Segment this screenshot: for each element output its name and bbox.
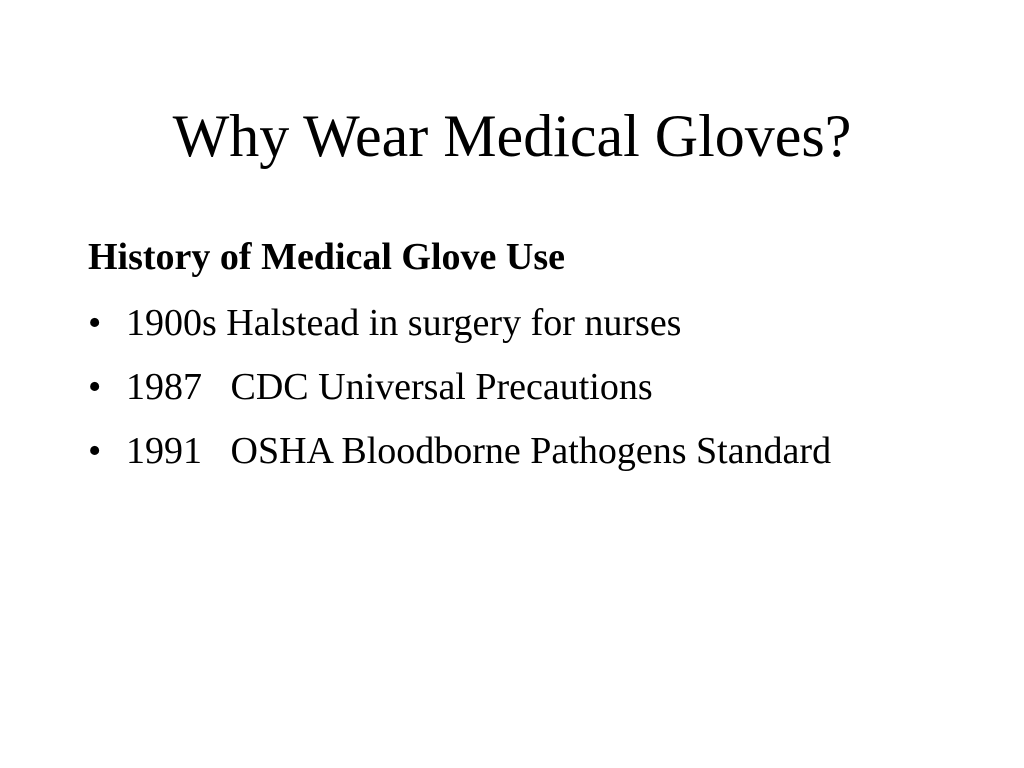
subheading: History of Medical Glove Use	[88, 236, 566, 278]
bullet-text: 1900s Halstead in surgery for nurses	[126, 302, 682, 344]
bullet-text: 1987 CDC Universal Precautions	[126, 366, 653, 408]
slide-body	[88, 232, 848, 490]
bullet-icon: •	[88, 302, 102, 344]
bullet-list	[88, 298, 848, 476]
bullet-icon: •	[88, 366, 102, 408]
bullet-item	[88, 426, 848, 476]
bullet-text: 1991 OSHA Bloodborne Pathogens Standard	[126, 430, 832, 472]
bullet-item	[88, 362, 848, 412]
bullet-item	[88, 298, 848, 348]
bullet-icon: •	[88, 430, 102, 472]
slide-title: Why Wear Medical Gloves?	[172, 103, 852, 169]
